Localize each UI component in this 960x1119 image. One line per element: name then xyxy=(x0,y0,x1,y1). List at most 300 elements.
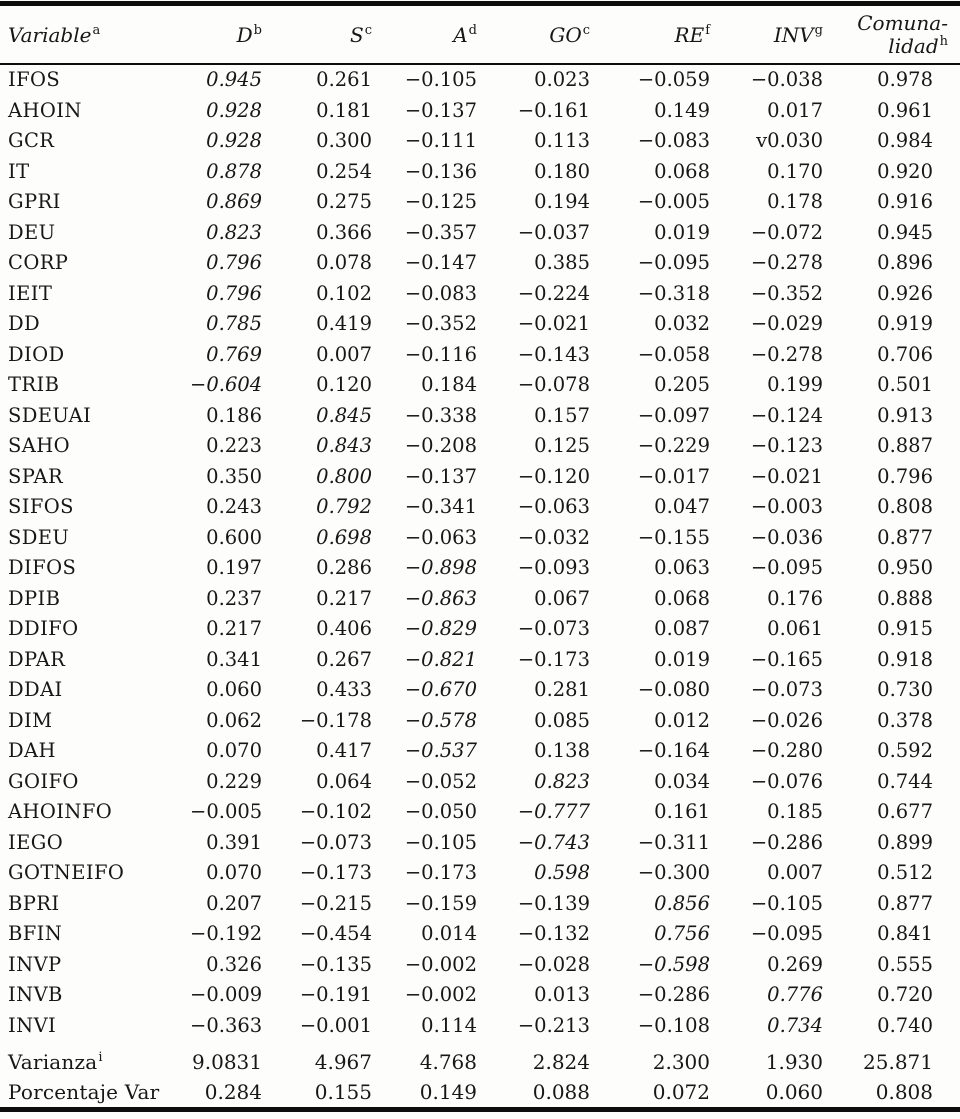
cell: −0.357 xyxy=(404,220,477,244)
cell: 0.176 xyxy=(767,586,823,610)
cell: 4.768 xyxy=(419,1050,477,1074)
column-header-go xyxy=(477,4,590,65)
cell: −0.318 xyxy=(637,281,710,305)
cell: 0.149 xyxy=(654,98,710,122)
cell: −0.102 xyxy=(299,800,372,823)
cell: −0.123 xyxy=(750,434,823,457)
header-sup: h xyxy=(939,33,948,49)
table-row xyxy=(0,706,960,737)
cell: 0.433 xyxy=(316,678,372,701)
cell: −0.038 xyxy=(750,68,823,91)
factor-loadings-table xyxy=(0,1,960,1112)
table-row xyxy=(0,96,960,127)
table-row xyxy=(0,828,960,859)
cell: 0.896 xyxy=(877,251,933,274)
cell: 0.878 xyxy=(206,159,262,183)
cell: 0.945 xyxy=(877,220,933,244)
cell: 0.223 xyxy=(206,434,262,457)
cell: −0.005 xyxy=(190,800,263,823)
cell: 0.720 xyxy=(877,983,933,1006)
row-label: DPIB xyxy=(8,586,61,610)
cell: 0.205 xyxy=(654,373,710,396)
table-row xyxy=(0,675,960,706)
header-label: A xyxy=(453,22,468,47)
cell: −0.072 xyxy=(750,220,823,244)
cell: −0.173 xyxy=(517,647,590,671)
cell: 0.734 xyxy=(767,1013,823,1037)
row-label: INVP xyxy=(8,952,62,976)
table-row xyxy=(0,401,960,432)
cell: 0.113 xyxy=(534,129,590,152)
cell: 0.087 xyxy=(654,617,710,640)
cell: 0.068 xyxy=(654,586,710,610)
cell: −0.229 xyxy=(637,434,710,457)
row-label: DIOD xyxy=(8,342,65,366)
cell: −0.017 xyxy=(637,464,710,488)
table-row xyxy=(0,584,960,615)
cell: −0.029 xyxy=(750,312,823,335)
cell: −0.073 xyxy=(517,617,590,640)
cell: −0.598 xyxy=(637,952,710,976)
cell: 0.417 xyxy=(316,739,372,762)
row-label: Porcentaje Var xyxy=(8,1080,160,1104)
row-label: IEIT xyxy=(8,281,53,305)
header-label: Comuna- xyxy=(857,11,948,36)
cell: 0.600 xyxy=(206,525,262,549)
cell: 0.984 xyxy=(877,129,933,152)
cell: v0.030 xyxy=(756,129,823,152)
cell: 0.555 xyxy=(877,952,933,976)
cell: −0.161 xyxy=(517,98,590,122)
cell: 0.281 xyxy=(534,678,590,701)
column-header-d xyxy=(190,4,262,65)
cell: 0.019 xyxy=(654,647,710,671)
cell: 0.186 xyxy=(206,403,262,427)
header-sup: c xyxy=(364,22,372,38)
table-footer xyxy=(0,1041,960,1110)
row-label: AHOIN xyxy=(8,98,82,122)
cell: −0.120 xyxy=(517,464,590,488)
row-label: GPRI xyxy=(8,190,61,213)
cell: 2.300 xyxy=(652,1050,710,1074)
header-label: S xyxy=(350,22,364,47)
cell: −0.005 xyxy=(637,190,710,213)
cell: 0.350 xyxy=(206,464,262,488)
cell: 0.915 xyxy=(877,617,933,640)
row-label: SPAR xyxy=(8,464,64,488)
cell: 0.243 xyxy=(206,495,262,518)
cell: 0.013 xyxy=(534,983,590,1006)
cell: −0.021 xyxy=(750,464,823,488)
cell: 0.920 xyxy=(877,159,933,183)
cell: −0.137 xyxy=(404,98,477,122)
cell: −0.083 xyxy=(404,281,477,305)
cell: 0.229 xyxy=(206,769,262,793)
row-label: SIFOS xyxy=(8,495,74,518)
cell: −0.165 xyxy=(750,647,823,671)
header-row xyxy=(0,4,960,65)
table-row xyxy=(0,248,960,279)
table-row xyxy=(0,858,960,889)
cell: 0.267 xyxy=(316,647,372,671)
cell: −0.578 xyxy=(404,708,477,732)
cell: −0.300 xyxy=(637,861,710,884)
cell: −0.286 xyxy=(637,983,710,1006)
row-label: DEU xyxy=(8,220,56,244)
cell: −0.105 xyxy=(750,891,823,915)
row-label: DD xyxy=(8,312,41,335)
cell: 0.286 xyxy=(316,556,372,579)
cell: 0.385 xyxy=(534,251,590,274)
cell: 0.501 xyxy=(877,373,933,396)
cell: 0.366 xyxy=(316,220,372,244)
percent-variance-row xyxy=(0,1077,960,1110)
cell: −0.095 xyxy=(750,922,823,945)
cell: −0.037 xyxy=(517,220,590,244)
cell: −0.137 xyxy=(404,464,477,488)
cell: −0.278 xyxy=(750,342,823,366)
cell: 0.007 xyxy=(767,861,823,884)
cell: −0.604 xyxy=(190,373,263,396)
cell: −0.036 xyxy=(750,525,823,549)
header-label: lidad xyxy=(888,33,939,58)
column-header-a xyxy=(372,4,477,65)
row-label: IFOS xyxy=(8,68,61,91)
cell: 0.300 xyxy=(316,129,372,152)
cell: −0.159 xyxy=(404,891,477,915)
cell: −0.155 xyxy=(637,525,710,549)
cell: −0.080 xyxy=(637,678,710,701)
cell: −0.108 xyxy=(637,1013,710,1037)
cell: 0.194 xyxy=(534,190,590,213)
cell: 0.067 xyxy=(534,586,590,610)
cell: −0.095 xyxy=(637,251,710,274)
table-row xyxy=(0,523,960,554)
row-label: SAHO xyxy=(8,434,71,457)
cell: 2.824 xyxy=(532,1050,590,1074)
cell: 0.047 xyxy=(654,495,710,518)
header-sup: a xyxy=(92,22,101,38)
cell: −0.286 xyxy=(750,830,823,854)
table-row xyxy=(0,64,960,96)
cell: 0.730 xyxy=(877,678,933,701)
cell: 0.032 xyxy=(654,312,710,335)
cell: 0.254 xyxy=(316,159,372,183)
cell: 0.808 xyxy=(877,495,933,518)
cell: −0.743 xyxy=(517,830,590,854)
row-label: DDAI xyxy=(8,678,63,701)
row-label: IEGO xyxy=(8,830,64,854)
table-row xyxy=(0,157,960,188)
table-row xyxy=(0,919,960,950)
table-row xyxy=(0,218,960,249)
cell: 0.157 xyxy=(534,403,590,427)
cell: −0.338 xyxy=(404,403,477,427)
row-label: AHOINFO xyxy=(8,800,113,823)
cell: 0.800 xyxy=(316,464,372,488)
column-header-comunalidad xyxy=(823,4,960,65)
cell: 0.063 xyxy=(654,556,710,579)
cell: 9.0831 xyxy=(192,1050,262,1074)
cell: 0.406 xyxy=(316,617,372,640)
cell: 0.899 xyxy=(877,830,933,854)
cell: 0.341 xyxy=(206,647,262,671)
cell: 4.967 xyxy=(314,1050,372,1074)
cell: 0.155 xyxy=(314,1080,372,1104)
cell: −0.001 xyxy=(299,1013,372,1037)
header-sup: b xyxy=(253,22,262,38)
cell: 0.237 xyxy=(206,586,262,610)
cell: 0.178 xyxy=(767,190,823,213)
cell: −0.073 xyxy=(750,678,823,701)
row-label: INVI xyxy=(8,1013,57,1037)
cell: 0.592 xyxy=(877,739,933,762)
row-label: DIM xyxy=(8,708,53,732)
cell: −0.454 xyxy=(299,922,372,945)
cell: −0.164 xyxy=(637,739,710,762)
cell: 0.125 xyxy=(534,434,590,457)
cell: 0.706 xyxy=(877,342,933,366)
cell: 0.007 xyxy=(316,342,372,366)
cell: −0.224 xyxy=(517,281,590,305)
cell: −0.095 xyxy=(750,556,823,579)
cell: −0.105 xyxy=(404,830,477,854)
cell: −0.863 xyxy=(404,586,477,610)
cell: 0.017 xyxy=(767,98,823,122)
row-label: GOIFO xyxy=(8,769,79,793)
table-row xyxy=(0,645,960,676)
cell: 0.012 xyxy=(654,708,710,732)
cell: −0.139 xyxy=(517,891,590,915)
cell: 0.796 xyxy=(206,281,262,305)
cell: −0.083 xyxy=(637,129,710,152)
cell: −0.026 xyxy=(750,708,823,732)
cell: 0.756 xyxy=(654,922,710,945)
cell: −0.670 xyxy=(404,678,477,701)
cell: −0.009 xyxy=(190,983,263,1006)
table-row xyxy=(0,187,960,218)
cell: −0.537 xyxy=(404,739,477,762)
row-label: TRIB xyxy=(8,373,60,396)
cell: 0.823 xyxy=(206,220,262,244)
cell: 0.796 xyxy=(206,251,262,274)
table-row xyxy=(0,309,960,340)
row-label: CORP xyxy=(8,251,69,274)
header-label: INV xyxy=(773,22,814,47)
row-label: DPAR xyxy=(8,647,66,671)
cell: 0.978 xyxy=(877,68,933,91)
cell: −0.125 xyxy=(404,190,477,213)
cell: −0.003 xyxy=(750,495,823,518)
cell: 0.138 xyxy=(534,739,590,762)
cell: 0.856 xyxy=(654,891,710,915)
cell: −0.132 xyxy=(517,922,590,945)
cell: −0.111 xyxy=(404,129,477,152)
cell: 25.871 xyxy=(863,1050,933,1074)
cell: −0.191 xyxy=(299,983,372,1006)
cell: −0.777 xyxy=(517,800,590,823)
cell: −0.097 xyxy=(637,403,710,427)
cell: −0.178 xyxy=(299,708,372,732)
cell: −0.028 xyxy=(517,952,590,976)
cell: 0.326 xyxy=(206,952,262,976)
cell: −0.002 xyxy=(404,952,477,976)
cell: 0.877 xyxy=(877,891,933,915)
cell: −0.341 xyxy=(404,495,477,518)
table-row xyxy=(0,462,960,493)
cell: 1.930 xyxy=(765,1050,823,1074)
cell: 0.926 xyxy=(877,281,933,305)
cell: 0.014 xyxy=(421,922,477,945)
cell: 0.598 xyxy=(534,861,590,884)
cell: 0.950 xyxy=(877,556,933,579)
row-label: DDIFO xyxy=(8,617,79,640)
cell: 0.197 xyxy=(206,556,262,579)
row-label: IT xyxy=(8,159,30,183)
cell: 0.744 xyxy=(877,769,933,793)
cell: 0.180 xyxy=(534,159,590,183)
cell: −0.173 xyxy=(404,861,477,884)
cell: −0.363 xyxy=(190,1013,263,1037)
cell: −0.352 xyxy=(750,281,823,305)
cell: −0.215 xyxy=(299,891,372,915)
table-row xyxy=(0,767,960,798)
cell: 0.085 xyxy=(534,708,590,732)
cell: 0.070 xyxy=(206,739,262,762)
cell: −0.073 xyxy=(299,830,372,854)
cell: 0.199 xyxy=(767,373,823,396)
cell: −0.829 xyxy=(404,617,477,640)
cell: 0.181 xyxy=(316,98,372,122)
cell: 0.740 xyxy=(877,1013,933,1037)
row-label: DIFOS xyxy=(8,556,77,579)
variance-row xyxy=(0,1041,960,1077)
table-row xyxy=(0,340,960,371)
table-body xyxy=(0,64,960,1041)
table-row xyxy=(0,492,960,523)
row-label: INVB xyxy=(8,983,63,1006)
column-header-inv xyxy=(710,4,823,65)
cell: −0.050 xyxy=(404,800,477,823)
cell: −0.063 xyxy=(404,525,477,549)
cell: 0.120 xyxy=(316,373,372,396)
cell: 0.887 xyxy=(877,434,933,457)
cell: 0.391 xyxy=(206,830,262,854)
table-row xyxy=(0,889,960,920)
cell: 0.918 xyxy=(877,647,933,671)
header-label: D xyxy=(236,22,253,47)
cell: 0.823 xyxy=(534,769,590,793)
cell: 0.261 xyxy=(316,68,372,91)
cell: 0.149 xyxy=(419,1080,477,1104)
header-label: GO xyxy=(549,22,582,47)
cell: −0.078 xyxy=(517,373,590,396)
cell: 0.677 xyxy=(877,800,933,823)
header-label: RE xyxy=(674,22,705,47)
cell: 0.060 xyxy=(765,1080,823,1104)
table-row xyxy=(0,1011,960,1042)
header-sup: d xyxy=(468,22,477,38)
row-label: SDEU xyxy=(8,525,70,549)
cell: −0.052 xyxy=(404,769,477,793)
cell: 0.877 xyxy=(877,525,933,549)
cell: 0.275 xyxy=(316,190,372,213)
cell: 0.776 xyxy=(767,983,823,1006)
cell: −0.002 xyxy=(404,983,477,1006)
cell: 0.928 xyxy=(206,98,262,122)
row-label: BPRI xyxy=(8,891,60,915)
column-header-re xyxy=(590,4,710,65)
cell: 0.796 xyxy=(877,464,933,488)
row-label: GCR xyxy=(8,129,55,152)
cell: −0.278 xyxy=(750,251,823,274)
table-row xyxy=(0,126,960,157)
cell: −0.032 xyxy=(517,525,590,549)
header-sup: f xyxy=(705,22,710,38)
cell: 0.269 xyxy=(767,952,823,976)
cell: 0.919 xyxy=(877,312,933,335)
cell: 0.419 xyxy=(316,312,372,335)
cell: −0.147 xyxy=(404,251,477,274)
cell: −0.135 xyxy=(299,952,372,976)
cell: 0.869 xyxy=(206,190,262,213)
cell: 0.070 xyxy=(206,861,262,884)
cell: 0.034 xyxy=(654,769,710,793)
cell: 0.792 xyxy=(316,495,372,518)
cell: 0.102 xyxy=(316,281,372,305)
cell: −0.311 xyxy=(637,830,710,854)
cell: 0.064 xyxy=(316,769,372,793)
cell: 0.378 xyxy=(877,708,933,732)
header-label: Variable xyxy=(8,22,92,47)
row-label: GOTNEIFO xyxy=(8,861,125,884)
cell: −0.173 xyxy=(299,861,372,884)
table-row xyxy=(0,431,960,462)
cell: −0.076 xyxy=(750,769,823,793)
cell: 0.843 xyxy=(316,434,372,457)
cell: 0.088 xyxy=(532,1080,590,1104)
cell: 0.061 xyxy=(767,617,823,640)
row-label: SDEUAI xyxy=(8,403,92,427)
column-header-s xyxy=(262,4,372,65)
cell: 0.217 xyxy=(206,617,262,640)
cell: −0.063 xyxy=(517,495,590,518)
table-row xyxy=(0,950,960,981)
cell: −0.059 xyxy=(637,68,710,91)
header-sup: g xyxy=(814,22,823,38)
table-header xyxy=(0,4,960,65)
cell: −0.208 xyxy=(404,434,477,457)
cell: −0.898 xyxy=(404,556,477,579)
cell: 0.769 xyxy=(206,342,262,366)
cell: 0.916 xyxy=(877,190,933,213)
cell: −0.093 xyxy=(517,556,590,579)
table-row xyxy=(0,736,960,767)
cell: 0.217 xyxy=(316,586,372,610)
header-sup: c xyxy=(582,22,590,38)
cell: 0.023 xyxy=(534,68,590,91)
table-row xyxy=(0,279,960,310)
cell: 0.961 xyxy=(877,98,933,122)
cell: 0.161 xyxy=(654,800,710,823)
cell: 0.945 xyxy=(206,68,262,91)
cell: 0.698 xyxy=(316,525,372,549)
cell: −0.280 xyxy=(750,739,823,762)
cell: 0.928 xyxy=(206,129,262,152)
cell: 0.207 xyxy=(206,891,262,915)
cell: 0.170 xyxy=(767,159,823,183)
table-row xyxy=(0,797,960,828)
